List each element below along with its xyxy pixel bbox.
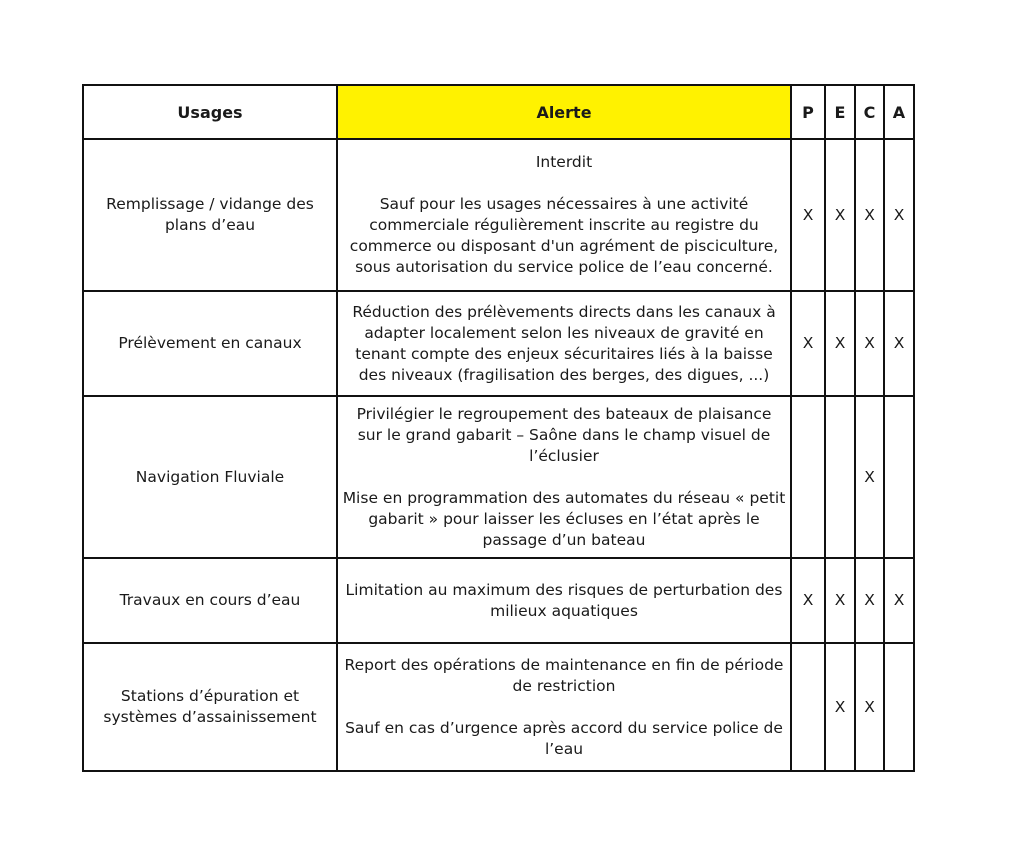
mark-c-cell: X	[855, 643, 884, 771]
mark-a-cell: X	[884, 139, 914, 291]
alerte-paragraph: Interdit	[535, 153, 593, 171]
alerte-cell	[337, 643, 791, 771]
header-alerte: Alerte	[337, 85, 791, 139]
mark-p-cell	[791, 396, 825, 558]
mark-a-cell	[884, 396, 914, 558]
header-p: P	[791, 85, 825, 139]
mark-a-cell: X	[884, 558, 914, 643]
alerte-paragraph: Sauf en cas d’urgence après accord du service police de l’eau	[345, 718, 783, 758]
alerte-cell	[337, 139, 791, 291]
mark-p-cell: X	[791, 558, 825, 643]
table-row	[83, 139, 914, 291]
usage-cell: Navigation Fluviale	[83, 396, 337, 558]
mark-a-cell	[884, 643, 914, 771]
mark-p-cell: X	[791, 291, 825, 396]
table-row	[83, 291, 914, 396]
alerte-cell	[337, 291, 791, 396]
mark-a-cell: X	[884, 291, 914, 396]
mark-e-cell: X	[825, 643, 855, 771]
header-usages: Usages	[83, 85, 337, 139]
alerte-paragraph: Privilégier le regroupement des bateaux de plaisance sur le grand gabarit – Saône dans le champ visuel de l’éclusier	[356, 404, 772, 465]
mark-c-cell: X	[855, 139, 884, 291]
alerte-cell	[337, 396, 791, 558]
alerte-paragraph: Limitation au maximum des risques de perturbation des milieux aquatiques	[345, 580, 783, 620]
header-e: E	[825, 85, 855, 139]
header-a: A	[884, 85, 914, 139]
table-row	[83, 643, 914, 771]
header-c: C	[855, 85, 884, 139]
alerte-paragraph: Mise en programmation des automates du réseau « petit gabarit » pour laisser les écluses en l’état après le passage d’un bateau	[342, 488, 786, 549]
table-header	[83, 85, 914, 139]
usage-cell: Prélèvement en canaux	[83, 291, 337, 396]
usage-cell: Stations d’épuration et systèmes d’assainissement	[83, 643, 337, 771]
mark-c-cell: X	[855, 396, 884, 558]
mark-e-cell	[825, 396, 855, 558]
table-body	[83, 139, 914, 771]
usage-cell: Remplissage / vidange des plans d’eau	[83, 139, 337, 291]
usage-cell: Travaux en cours d’eau	[83, 558, 337, 643]
alerte-cell	[337, 558, 791, 643]
usage-restrictions-table	[82, 84, 915, 772]
table-row	[83, 396, 914, 558]
mark-e-cell: X	[825, 139, 855, 291]
mark-e-cell: X	[825, 291, 855, 396]
alerte-paragraph: Réduction des prélèvements directs dans les canaux à adapter localement selon les niveaux de gravité en tenant compte des enjeux sécuritaires liés à la baisse des niveaux (fragilisation des berges, des digues, ...)	[352, 302, 776, 384]
mark-p-cell	[791, 643, 825, 771]
mark-c-cell: X	[855, 291, 884, 396]
header-row	[83, 85, 914, 139]
mark-e-cell: X	[825, 558, 855, 643]
mark-p-cell: X	[791, 139, 825, 291]
alerte-paragraph: Sauf pour les usages nécessaires à une activité commerciale régulièrement inscrite au registre du commerce ou disposant d'un agrément de pisciculture, sous autorisation du service police de l’eau concerné.	[349, 195, 779, 276]
table-row	[83, 558, 914, 643]
alerte-paragraph: Report des opérations de maintenance en fin de période de restriction	[344, 655, 784, 695]
mark-c-cell: X	[855, 558, 884, 643]
